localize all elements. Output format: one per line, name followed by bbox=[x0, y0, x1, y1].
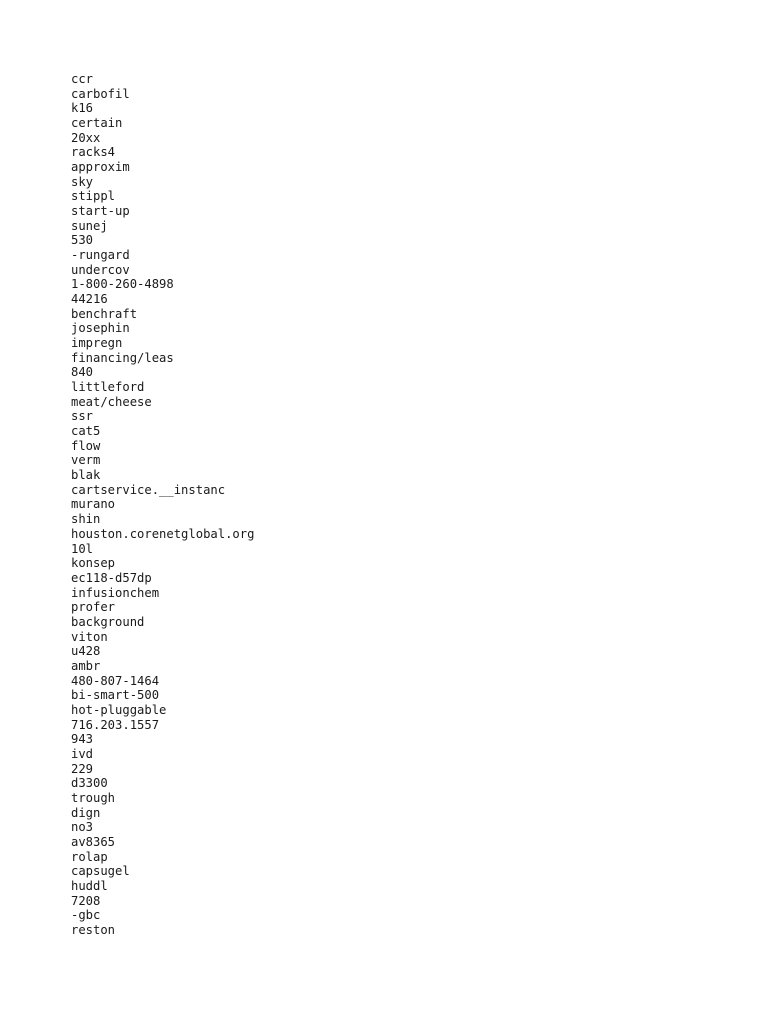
word-list-item: flow bbox=[71, 438, 101, 453]
word-list-item: stippl bbox=[71, 189, 116, 204]
word-list-item: huddl bbox=[71, 878, 108, 893]
word-list-item: racks4 bbox=[71, 145, 116, 160]
word-list-item: josephin bbox=[71, 321, 130, 336]
word-list-item: 530 bbox=[71, 233, 94, 248]
word-list-item: 1-800-260-4898 bbox=[71, 277, 174, 292]
word-list-item: sky bbox=[71, 174, 94, 189]
word-list-item: 10l bbox=[71, 541, 94, 556]
word-list-item: murano bbox=[71, 497, 116, 512]
word-list-item: 943 bbox=[71, 732, 94, 747]
word-list-item: undercov bbox=[71, 262, 130, 277]
word-list-item: konsep bbox=[71, 556, 116, 571]
word-list-item: no3 bbox=[71, 820, 94, 835]
word-list-item: background bbox=[71, 614, 145, 629]
word-list-item: 716.203.1557 bbox=[71, 717, 160, 732]
word-list-item: financing/leas bbox=[71, 350, 174, 365]
word-list-item: approxim bbox=[71, 160, 130, 175]
word-list-item: meat/cheese bbox=[71, 394, 152, 409]
word-list-item: 840 bbox=[71, 365, 94, 380]
word-list-item: houston.corenetglobal.org bbox=[71, 526, 255, 541]
word-list-item: capsugel bbox=[71, 864, 130, 879]
word-list-item: profer bbox=[71, 600, 116, 615]
word-list-item: viton bbox=[71, 629, 108, 644]
word-list-item: start-up bbox=[71, 204, 130, 219]
word-list-item: 20xx bbox=[71, 130, 101, 145]
word-list-item: impregn bbox=[71, 336, 123, 351]
word-list-item: 44216 bbox=[71, 292, 108, 307]
word-list-item: ambr bbox=[71, 658, 101, 673]
word-list-item: littleford bbox=[71, 380, 145, 395]
word-list-item: -gbc bbox=[71, 908, 101, 923]
word-list-item: sunej bbox=[71, 218, 108, 233]
word-list-item: cat5 bbox=[71, 424, 101, 439]
word-list-item: certain bbox=[71, 116, 123, 131]
word-list-item: reston bbox=[71, 922, 116, 937]
word-list-item: ivd bbox=[71, 746, 94, 761]
word-list-item: bi-smart-500 bbox=[71, 688, 160, 703]
word-list-item: ec118-d57dp bbox=[71, 570, 152, 585]
word-list-item: trough bbox=[71, 790, 116, 805]
word-list-item: carbofil bbox=[71, 86, 130, 101]
word-list-item: hot-pluggable bbox=[71, 702, 167, 717]
word-list-item: infusionchem bbox=[71, 585, 160, 600]
word-list-item: 229 bbox=[71, 761, 94, 776]
word-list-item: k16 bbox=[71, 101, 94, 116]
word-list-item: cartservice.__instanc bbox=[71, 482, 226, 497]
word-list-item: ssr bbox=[71, 409, 94, 424]
word-list-item: av8365 bbox=[71, 834, 116, 849]
word-list-item: verm bbox=[71, 453, 101, 468]
word-list-item: benchraft bbox=[71, 306, 138, 321]
word-list-item: d3300 bbox=[71, 776, 108, 791]
word-list-item: dign bbox=[71, 805, 101, 820]
word-list-item: ccr bbox=[71, 72, 94, 86]
word-list-item: shin bbox=[71, 512, 101, 527]
word-list-item: u428 bbox=[71, 644, 101, 659]
word-list-item: -rungard bbox=[71, 248, 130, 263]
word-list bbox=[71, 72, 254, 938]
word-list-item: rolap bbox=[71, 849, 108, 864]
word-list-item: blak bbox=[71, 468, 101, 483]
word-list-item: 7208 bbox=[71, 893, 101, 908]
word-list-item: 480-807-1464 bbox=[71, 673, 160, 688]
